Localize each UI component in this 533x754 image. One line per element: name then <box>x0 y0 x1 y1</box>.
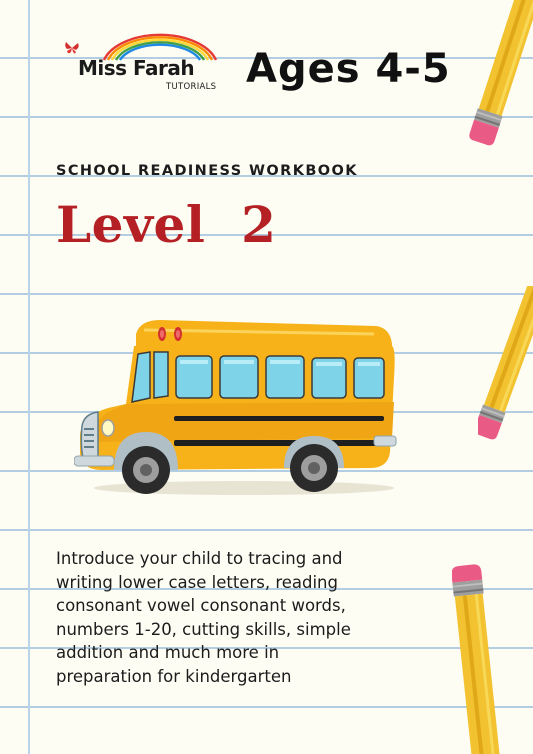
pencil-icon <box>478 286 533 456</box>
workbook-subtitle: SCHOOL READINESS WORKBOOK <box>56 163 358 179</box>
pencil-icon <box>466 0 533 164</box>
butterfly-icon <box>64 40 80 56</box>
description-line: consonant vowel consonant words, <box>56 596 346 615</box>
description-line: writing lower case letters, reading <box>56 572 338 592</box>
description-line: preparation for kindergarten <box>56 666 292 686</box>
workbook-description <box>56 547 456 688</box>
school-bus-illustration <box>74 318 400 500</box>
brand-tagline: TUTORIALS <box>166 82 217 92</box>
age-range-heading: Ages 4-5 <box>246 46 451 92</box>
level-title: Level 2 <box>56 195 277 254</box>
description-line: numbers 1-20, cutting skills, simple <box>56 619 351 639</box>
logo <box>64 26 224 96</box>
brand-name: Miss Farah <box>78 56 195 80</box>
description-line: addition and much more in <box>56 643 280 662</box>
description-line: Introduce your child to tracing and <box>56 549 343 568</box>
pencil-icon <box>452 554 512 754</box>
